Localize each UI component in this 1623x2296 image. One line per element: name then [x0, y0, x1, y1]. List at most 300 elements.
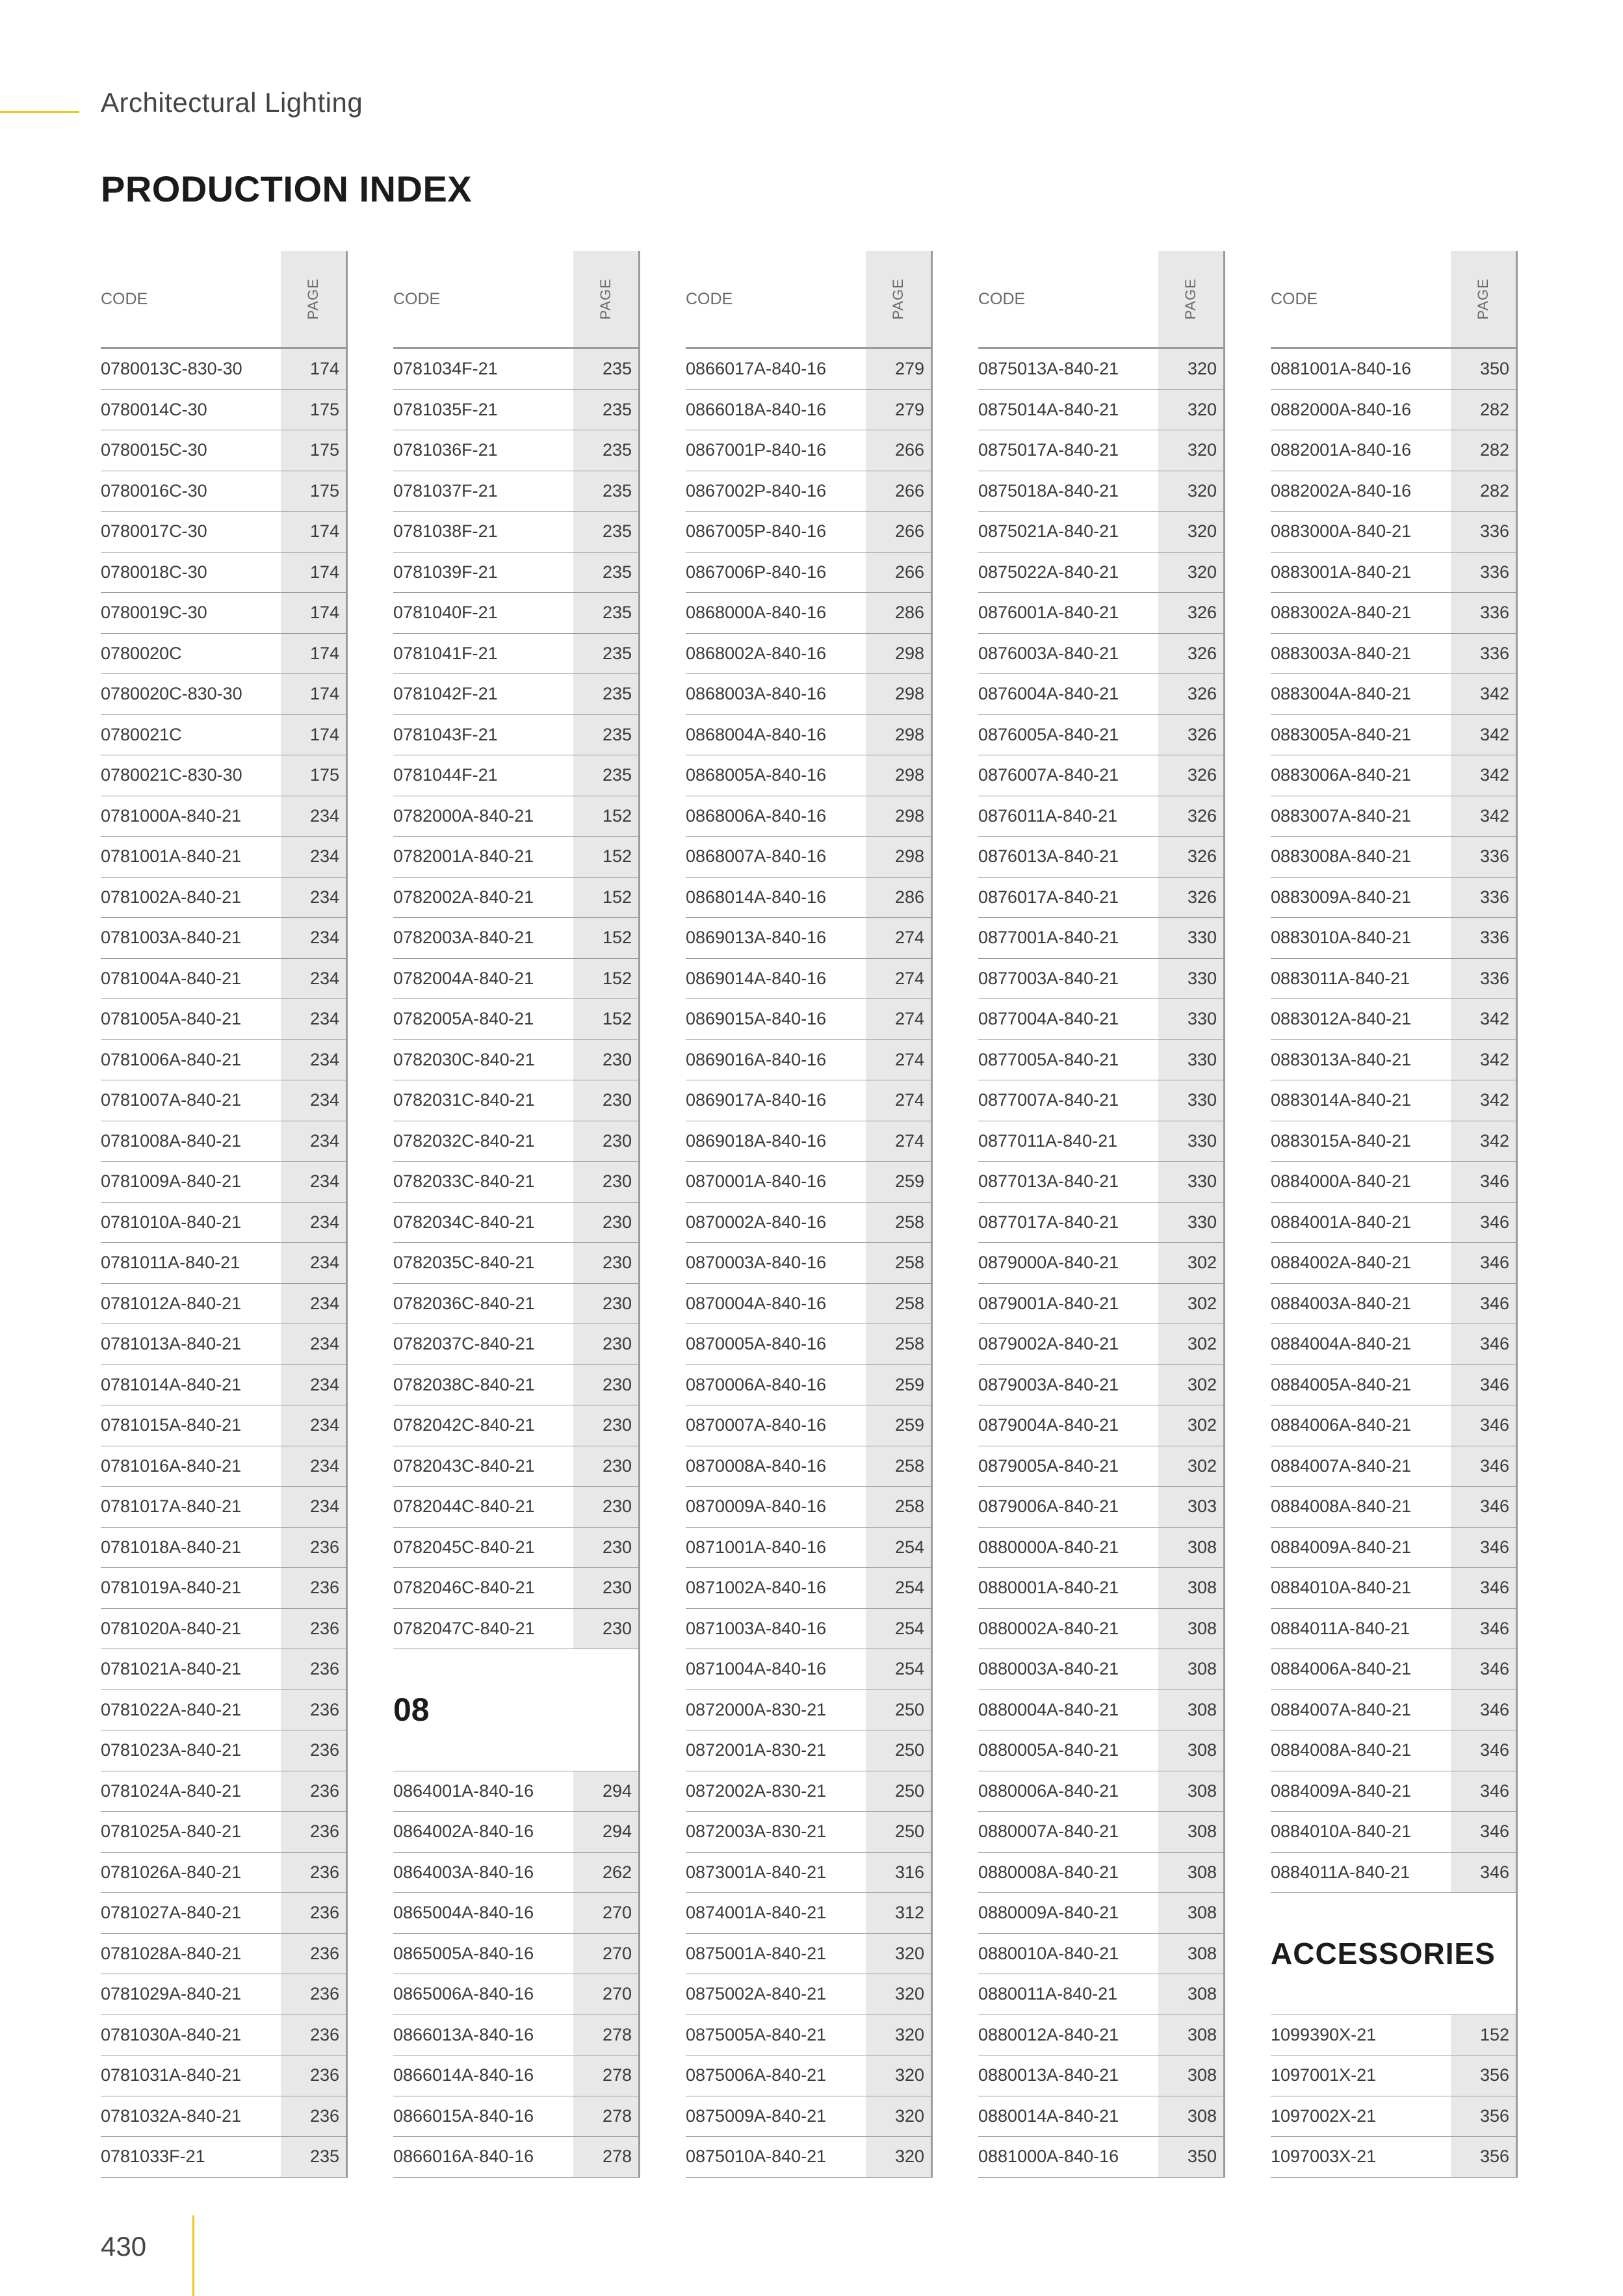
page-reference: 274	[866, 959, 933, 999]
header-accent-rule	[0, 111, 79, 113]
product-code: 0781003A-840-21	[101, 928, 242, 947]
product-code: 0868003A-840-16	[686, 684, 827, 703]
column-header	[978, 251, 1225, 349]
page-heading: PRODUCTION INDEX	[101, 168, 473, 209]
product-code: 0875010A-840-21	[686, 2146, 827, 2166]
column-header	[393, 251, 640, 349]
page-reference: 234	[281, 1121, 348, 1162]
product-code: 0781025A-840-21	[101, 1821, 242, 1841]
index-row	[1271, 1812, 1518, 1853]
index-row	[1271, 1730, 1518, 1771]
product-code: 0781001A-840-21	[101, 846, 242, 866]
section-subheading	[1271, 1893, 1518, 2015]
index-row	[1271, 390, 1518, 431]
index-row	[101, 593, 348, 634]
product-code: 0781006A-840-21	[101, 1049, 242, 1069]
index-row	[393, 1893, 640, 1934]
index-row	[101, 837, 348, 878]
index-row	[1271, 755, 1518, 796]
index-row	[393, 715, 640, 756]
page-reference: 236	[281, 1853, 348, 1893]
product-code: 0866013A-840-16	[393, 2024, 534, 2044]
product-code: 0781034F-21	[393, 359, 498, 378]
index-row	[393, 1162, 640, 1203]
page-reference: 152	[1451, 2015, 1518, 2055]
index-row	[393, 674, 640, 715]
product-code: 0867006P-840-16	[686, 562, 827, 582]
product-code: 0781043F-21	[393, 724, 498, 744]
page-reference: 234	[281, 1162, 348, 1202]
index-row	[101, 1405, 348, 1446]
product-code: 0870004A-840-16	[686, 1293, 827, 1313]
page-reference: 234	[281, 837, 348, 877]
page-reference: 326	[1158, 674, 1225, 714]
index-row	[393, 553, 640, 594]
product-code: 0866014A-840-16	[393, 2065, 534, 2085]
index-row	[101, 1568, 348, 1609]
page-reference: 258	[866, 1203, 933, 1243]
index-row	[978, 512, 1225, 553]
product-code: 0883011A-840-21	[1271, 968, 1410, 988]
index-row	[686, 634, 933, 675]
index-row	[101, 390, 348, 431]
page-reference: 236	[281, 1528, 348, 1568]
product-code: 0866015A-840-16	[393, 2106, 534, 2126]
product-code: 0780016C-30	[101, 480, 207, 501]
page-reference: 234	[281, 918, 348, 958]
page-reference: 346	[1451, 1162, 1518, 1202]
page-reference: 336	[1451, 837, 1518, 877]
product-code: 0781022A-840-21	[101, 1699, 242, 1719]
product-code: 0884001A-840-21	[1271, 1212, 1412, 1232]
page-reference: 346	[1451, 1284, 1518, 1324]
index-row	[393, 2096, 640, 2137]
index-row	[1271, 674, 1518, 715]
page-reference: 250	[866, 1771, 933, 1812]
product-code: 0781033F-21	[101, 2146, 205, 2166]
index-row	[101, 959, 348, 1000]
column-header	[686, 251, 933, 349]
page-reference: 236	[281, 1568, 348, 1608]
index-row	[1271, 512, 1518, 553]
index-row	[101, 1121, 348, 1162]
product-code: 0884006A-840-21	[1271, 1659, 1412, 1678]
index-row	[978, 1203, 1225, 1244]
index-row	[393, 1365, 640, 1406]
product-code: 0781036F-21	[393, 440, 498, 460]
page-reference: 254	[866, 1609, 933, 1649]
page-reference: 152	[573, 878, 640, 918]
index-row	[1271, 1690, 1518, 1731]
product-code: 0781008A-840-21	[101, 1130, 242, 1151]
page-reference: 235	[573, 593, 640, 633]
page-reference: 346	[1451, 1853, 1518, 1893]
product-code: 0781012A-840-21	[101, 1293, 242, 1313]
index-row	[686, 1771, 933, 1812]
index-row	[101, 1974, 348, 2015]
page-reference: 235	[281, 2137, 348, 2177]
page-reference: 174	[281, 512, 348, 552]
index-row	[978, 1040, 1225, 1081]
page-reference: 342	[1451, 755, 1518, 796]
product-code: 0875005A-840-21	[686, 2024, 827, 2044]
page-reference: 346	[1451, 1528, 1518, 1568]
page-reference: 152	[573, 959, 640, 999]
index-row	[1271, 553, 1518, 594]
index-row	[978, 755, 1225, 796]
page-header-cell	[573, 251, 640, 347]
page-reference: 152	[573, 796, 640, 837]
page-reference: 230	[573, 1162, 640, 1202]
page-reference: 342	[1451, 1121, 1518, 1162]
index-row	[686, 1203, 933, 1244]
product-code: 0782038C-840-21	[393, 1374, 535, 1394]
product-code: 0884011A-840-21	[1271, 1618, 1410, 1638]
page-reference: 235	[573, 674, 640, 714]
page-reference: 236	[281, 2015, 348, 2055]
product-code: 0868002A-840-16	[686, 643, 827, 663]
index-row	[393, 878, 640, 919]
product-code: 0782003A-840-21	[393, 928, 534, 947]
index-row	[101, 2015, 348, 2056]
index-row	[978, 1974, 1225, 2015]
index-row	[101, 553, 348, 594]
product-code: 0870006A-840-16	[686, 1374, 827, 1394]
product-code: 0781010A-840-21	[101, 1212, 242, 1232]
index-row	[393, 1812, 640, 1853]
page-reference: 236	[281, 1934, 348, 1974]
page-reference: 298	[866, 755, 933, 796]
product-code: 0864003A-840-16	[393, 1862, 534, 1882]
page-header-label: PAGE	[1182, 278, 1199, 320]
product-code: 0781004A-840-21	[101, 968, 242, 988]
index-row	[101, 349, 348, 390]
index-row	[978, 1649, 1225, 1690]
product-code: 0781024A-840-21	[101, 1781, 242, 1801]
column-header	[1271, 251, 1518, 349]
index-row	[1271, 634, 1518, 675]
index-row	[393, 430, 640, 471]
page-reference: 259	[866, 1365, 933, 1405]
index-row	[1271, 1080, 1518, 1121]
product-code: 0882001A-840-16	[1271, 440, 1412, 460]
product-code: 0870002A-840-16	[686, 1212, 827, 1232]
page-reference: 330	[1158, 1121, 1225, 1162]
index-row	[686, 1487, 933, 1528]
product-code: 0883015A-840-21	[1271, 1130, 1412, 1151]
page-reference: 346	[1451, 1203, 1518, 1243]
product-code: 0883012A-840-21	[1271, 1009, 1412, 1028]
footer-accent-rule	[192, 2215, 194, 2296]
page-reference: 230	[573, 1040, 640, 1080]
product-code: 0876017A-840-21	[978, 887, 1119, 907]
index-column	[101, 251, 348, 2178]
product-code: 0781026A-840-21	[101, 1862, 242, 1882]
product-code: 0865006A-840-16	[393, 1984, 534, 2003]
index-row	[1271, 959, 1518, 1000]
index-row	[393, 2055, 640, 2096]
section-subheading	[393, 1649, 640, 1771]
page-reference: 259	[866, 1162, 933, 1202]
index-row	[1271, 1203, 1518, 1244]
page-header-cell	[1158, 251, 1225, 347]
page-header-cell	[866, 251, 933, 347]
index-row	[686, 1365, 933, 1406]
page-reference: 326	[1158, 878, 1225, 918]
index-row	[1271, 1568, 1518, 1609]
index-row	[1271, 837, 1518, 878]
product-code: 0874001A-840-21	[686, 1903, 827, 1922]
index-row	[978, 959, 1225, 1000]
index-row	[393, 1853, 640, 1894]
product-code: 0879000A-840-21	[978, 1253, 1119, 1272]
page-reference: 346	[1451, 1771, 1518, 1812]
code-header-label: CODE	[978, 290, 1026, 308]
product-code: 0781037F-21	[393, 480, 498, 501]
product-code: 0866016A-840-16	[393, 2146, 534, 2166]
product-code: 0864002A-840-16	[393, 1821, 534, 1841]
index-row	[1271, 1162, 1518, 1203]
section-title: Architectural Lighting	[101, 87, 363, 118]
page-reference: 302	[1158, 1365, 1225, 1405]
product-code: 0875018A-840-21	[978, 480, 1119, 501]
index-row	[686, 674, 933, 715]
product-code: 0781027A-840-21	[101, 1903, 242, 1922]
index-row	[686, 1690, 933, 1731]
index-row	[101, 918, 348, 959]
page-reference: 298	[866, 796, 933, 837]
index-row	[978, 1284, 1225, 1325]
index-row	[978, 390, 1225, 431]
page-reference: 236	[281, 1893, 348, 1933]
product-code: 0875022A-840-21	[978, 562, 1119, 582]
index-row	[978, 1934, 1225, 1975]
page-reference: 234	[281, 1365, 348, 1405]
index-row	[978, 471, 1225, 512]
page-reference: 308	[1158, 2015, 1225, 2055]
index-row	[393, 796, 640, 837]
product-code: 0869018A-840-16	[686, 1130, 827, 1151]
product-code: 0781021A-840-21	[101, 1659, 242, 1678]
page-reference: 342	[1451, 796, 1518, 837]
code-header-label: CODE	[101, 290, 148, 308]
page-reference: 298	[866, 634, 933, 674]
product-code: 0781028A-840-21	[101, 1943, 242, 1963]
page-reference: 330	[1158, 1040, 1225, 1080]
index-row	[686, 796, 933, 837]
page-reference: 342	[1451, 1080, 1518, 1121]
page-reference: 330	[1158, 918, 1225, 958]
index-row	[686, 593, 933, 634]
index-row	[393, 1528, 640, 1569]
index-row	[101, 1040, 348, 1081]
product-code: 0879006A-840-21	[978, 1496, 1119, 1516]
page-reference: 330	[1158, 959, 1225, 999]
page-reference: 308	[1158, 1649, 1225, 1689]
page-reference: 274	[866, 918, 933, 958]
page-reference: 356	[1451, 2096, 1518, 2137]
index-row	[978, 349, 1225, 390]
page-reference: 235	[573, 349, 640, 389]
page-reference: 174	[281, 593, 348, 633]
page-reference: 326	[1158, 796, 1225, 837]
product-code: 0877011A-840-21	[978, 1130, 1118, 1151]
page-reference: 320	[1158, 349, 1225, 389]
page-reference: 302	[1158, 1243, 1225, 1283]
index-row	[101, 1324, 348, 1365]
index-row	[101, 1528, 348, 1569]
page-reference: 356	[1451, 2055, 1518, 2096]
index-row	[686, 837, 933, 878]
page-reference: 278	[573, 2137, 640, 2177]
product-code: 0868014A-840-16	[686, 887, 827, 907]
page-reference: 234	[281, 959, 348, 999]
page-reference: 236	[281, 1649, 348, 1689]
index-row	[393, 1974, 640, 2015]
product-code: 0875001A-840-21	[686, 1943, 827, 1963]
index-row	[393, 1203, 640, 1244]
page-reference: 308	[1158, 1812, 1225, 1852]
index-row	[1271, 1284, 1518, 1325]
index-row	[978, 1365, 1225, 1406]
page-reference: 234	[281, 999, 348, 1039]
index-row	[393, 1243, 640, 1284]
product-code: 0877017A-840-21	[978, 1212, 1119, 1232]
product-code: 0883009A-840-21	[1271, 887, 1412, 907]
page-reference: 258	[866, 1284, 933, 1324]
page-reference: 258	[866, 1446, 933, 1487]
page-reference: 336	[1451, 553, 1518, 593]
index-row	[101, 1771, 348, 1812]
product-code: 0780021C-830-30	[101, 765, 242, 785]
page-reference: 342	[1451, 999, 1518, 1039]
product-code: 0884006A-840-21	[1271, 1415, 1412, 1435]
page-reference: 320	[866, 2096, 933, 2137]
index-row	[101, 755, 348, 796]
page-reference: 274	[866, 1040, 933, 1080]
product-code: 0780019C-30	[101, 603, 207, 622]
page-reference: 234	[281, 1405, 348, 1446]
index-row	[1271, 2055, 1518, 2096]
product-code: 0872002A-830-21	[686, 1781, 827, 1801]
product-code: 0781005A-840-21	[101, 1009, 242, 1028]
page-reference: 298	[866, 715, 933, 755]
product-code: 0867002P-840-16	[686, 480, 827, 501]
product-code: 0877001A-840-21	[978, 928, 1119, 947]
index-row	[978, 878, 1225, 919]
product-code: 0870008A-840-16	[686, 1455, 827, 1476]
product-code: 0877005A-840-21	[978, 1049, 1119, 1069]
product-code: 0884009A-840-21	[1271, 1537, 1412, 1557]
page-reference: 235	[573, 512, 640, 552]
index-row	[686, 1649, 933, 1690]
product-code: 0870007A-840-16	[686, 1415, 827, 1435]
index-row	[393, 1771, 640, 1812]
index-row	[686, 471, 933, 512]
page-reference: 236	[281, 2055, 348, 2096]
index-row	[393, 1284, 640, 1325]
page-reference: 174	[281, 715, 348, 755]
product-code: 0781007A-840-21	[101, 1090, 242, 1110]
product-code: 0883002A-840-21	[1271, 603, 1412, 622]
product-code: 0879003A-840-21	[978, 1374, 1119, 1394]
page-reference: 175	[281, 430, 348, 471]
product-code: 0880013A-840-21	[978, 2065, 1119, 2085]
page-reference: 278	[573, 2015, 640, 2055]
page-reference: 308	[1158, 1974, 1225, 2015]
product-code: 1097001X-21	[1271, 2065, 1377, 2085]
product-code: 0781041F-21	[393, 643, 498, 663]
page-header-label: PAGE	[1475, 278, 1491, 320]
index-row	[686, 1568, 933, 1609]
index-row	[1271, 918, 1518, 959]
index-row	[393, 1405, 640, 1446]
page-reference: 254	[866, 1649, 933, 1689]
product-code: 0875014A-840-21	[978, 399, 1119, 419]
product-code: 0883005A-840-21	[1271, 724, 1412, 744]
index-row	[978, 1812, 1225, 1853]
page-reference: 175	[281, 471, 348, 512]
code-header-label: CODE	[686, 290, 733, 308]
page-reference: 326	[1158, 715, 1225, 755]
page-reference: 234	[281, 1040, 348, 1080]
product-code: 0782037C-840-21	[393, 1334, 535, 1353]
index-row	[978, 674, 1225, 715]
page-reference: 320	[866, 2015, 933, 2055]
index-row	[101, 674, 348, 715]
page-reference: 350	[1451, 349, 1518, 389]
index-row	[1271, 715, 1518, 756]
page-header-label: PAGE	[305, 278, 321, 320]
product-code: 0871001A-840-16	[686, 1537, 827, 1557]
product-code: 0884007A-840-21	[1271, 1699, 1412, 1719]
page-reference: 308	[1158, 1771, 1225, 1812]
page-reference: 235	[573, 715, 640, 755]
page-reference: 308	[1158, 1730, 1225, 1771]
product-code: 0870003A-840-16	[686, 1253, 827, 1272]
index-row	[1271, 1121, 1518, 1162]
index-row	[686, 1446, 933, 1487]
product-code: 0883007A-840-21	[1271, 805, 1412, 826]
index-row	[978, 2015, 1225, 2056]
product-code: 0781017A-840-21	[101, 1496, 242, 1516]
product-code: 0781040F-21	[393, 603, 498, 622]
page-number: 430	[101, 2231, 147, 2262]
index-row	[686, 2096, 933, 2137]
index-row	[978, 1324, 1225, 1365]
index-row	[393, 1121, 640, 1162]
page-reference: 320	[1158, 512, 1225, 552]
index-row	[978, 1893, 1225, 1934]
index-row	[393, 999, 640, 1040]
page-reference: 312	[866, 1893, 933, 1933]
product-code: 0781038F-21	[393, 521, 498, 541]
index-row	[686, 1243, 933, 1284]
index-row	[686, 2055, 933, 2096]
product-code: 0781019A-840-21	[101, 1578, 242, 1597]
index-row	[1271, 430, 1518, 471]
page-reference: 235	[573, 390, 640, 430]
page-reference: 230	[573, 1405, 640, 1446]
index-row	[1271, 2096, 1518, 2137]
product-code: 0884010A-840-21	[1271, 1578, 1412, 1597]
product-code: 0781015A-840-21	[101, 1415, 242, 1435]
page-reference: 320	[866, 1934, 933, 1974]
product-code: 0881000A-840-16	[978, 2146, 1119, 2166]
index-row	[978, 2055, 1225, 2096]
index-row	[101, 715, 348, 756]
index-row	[686, 715, 933, 756]
